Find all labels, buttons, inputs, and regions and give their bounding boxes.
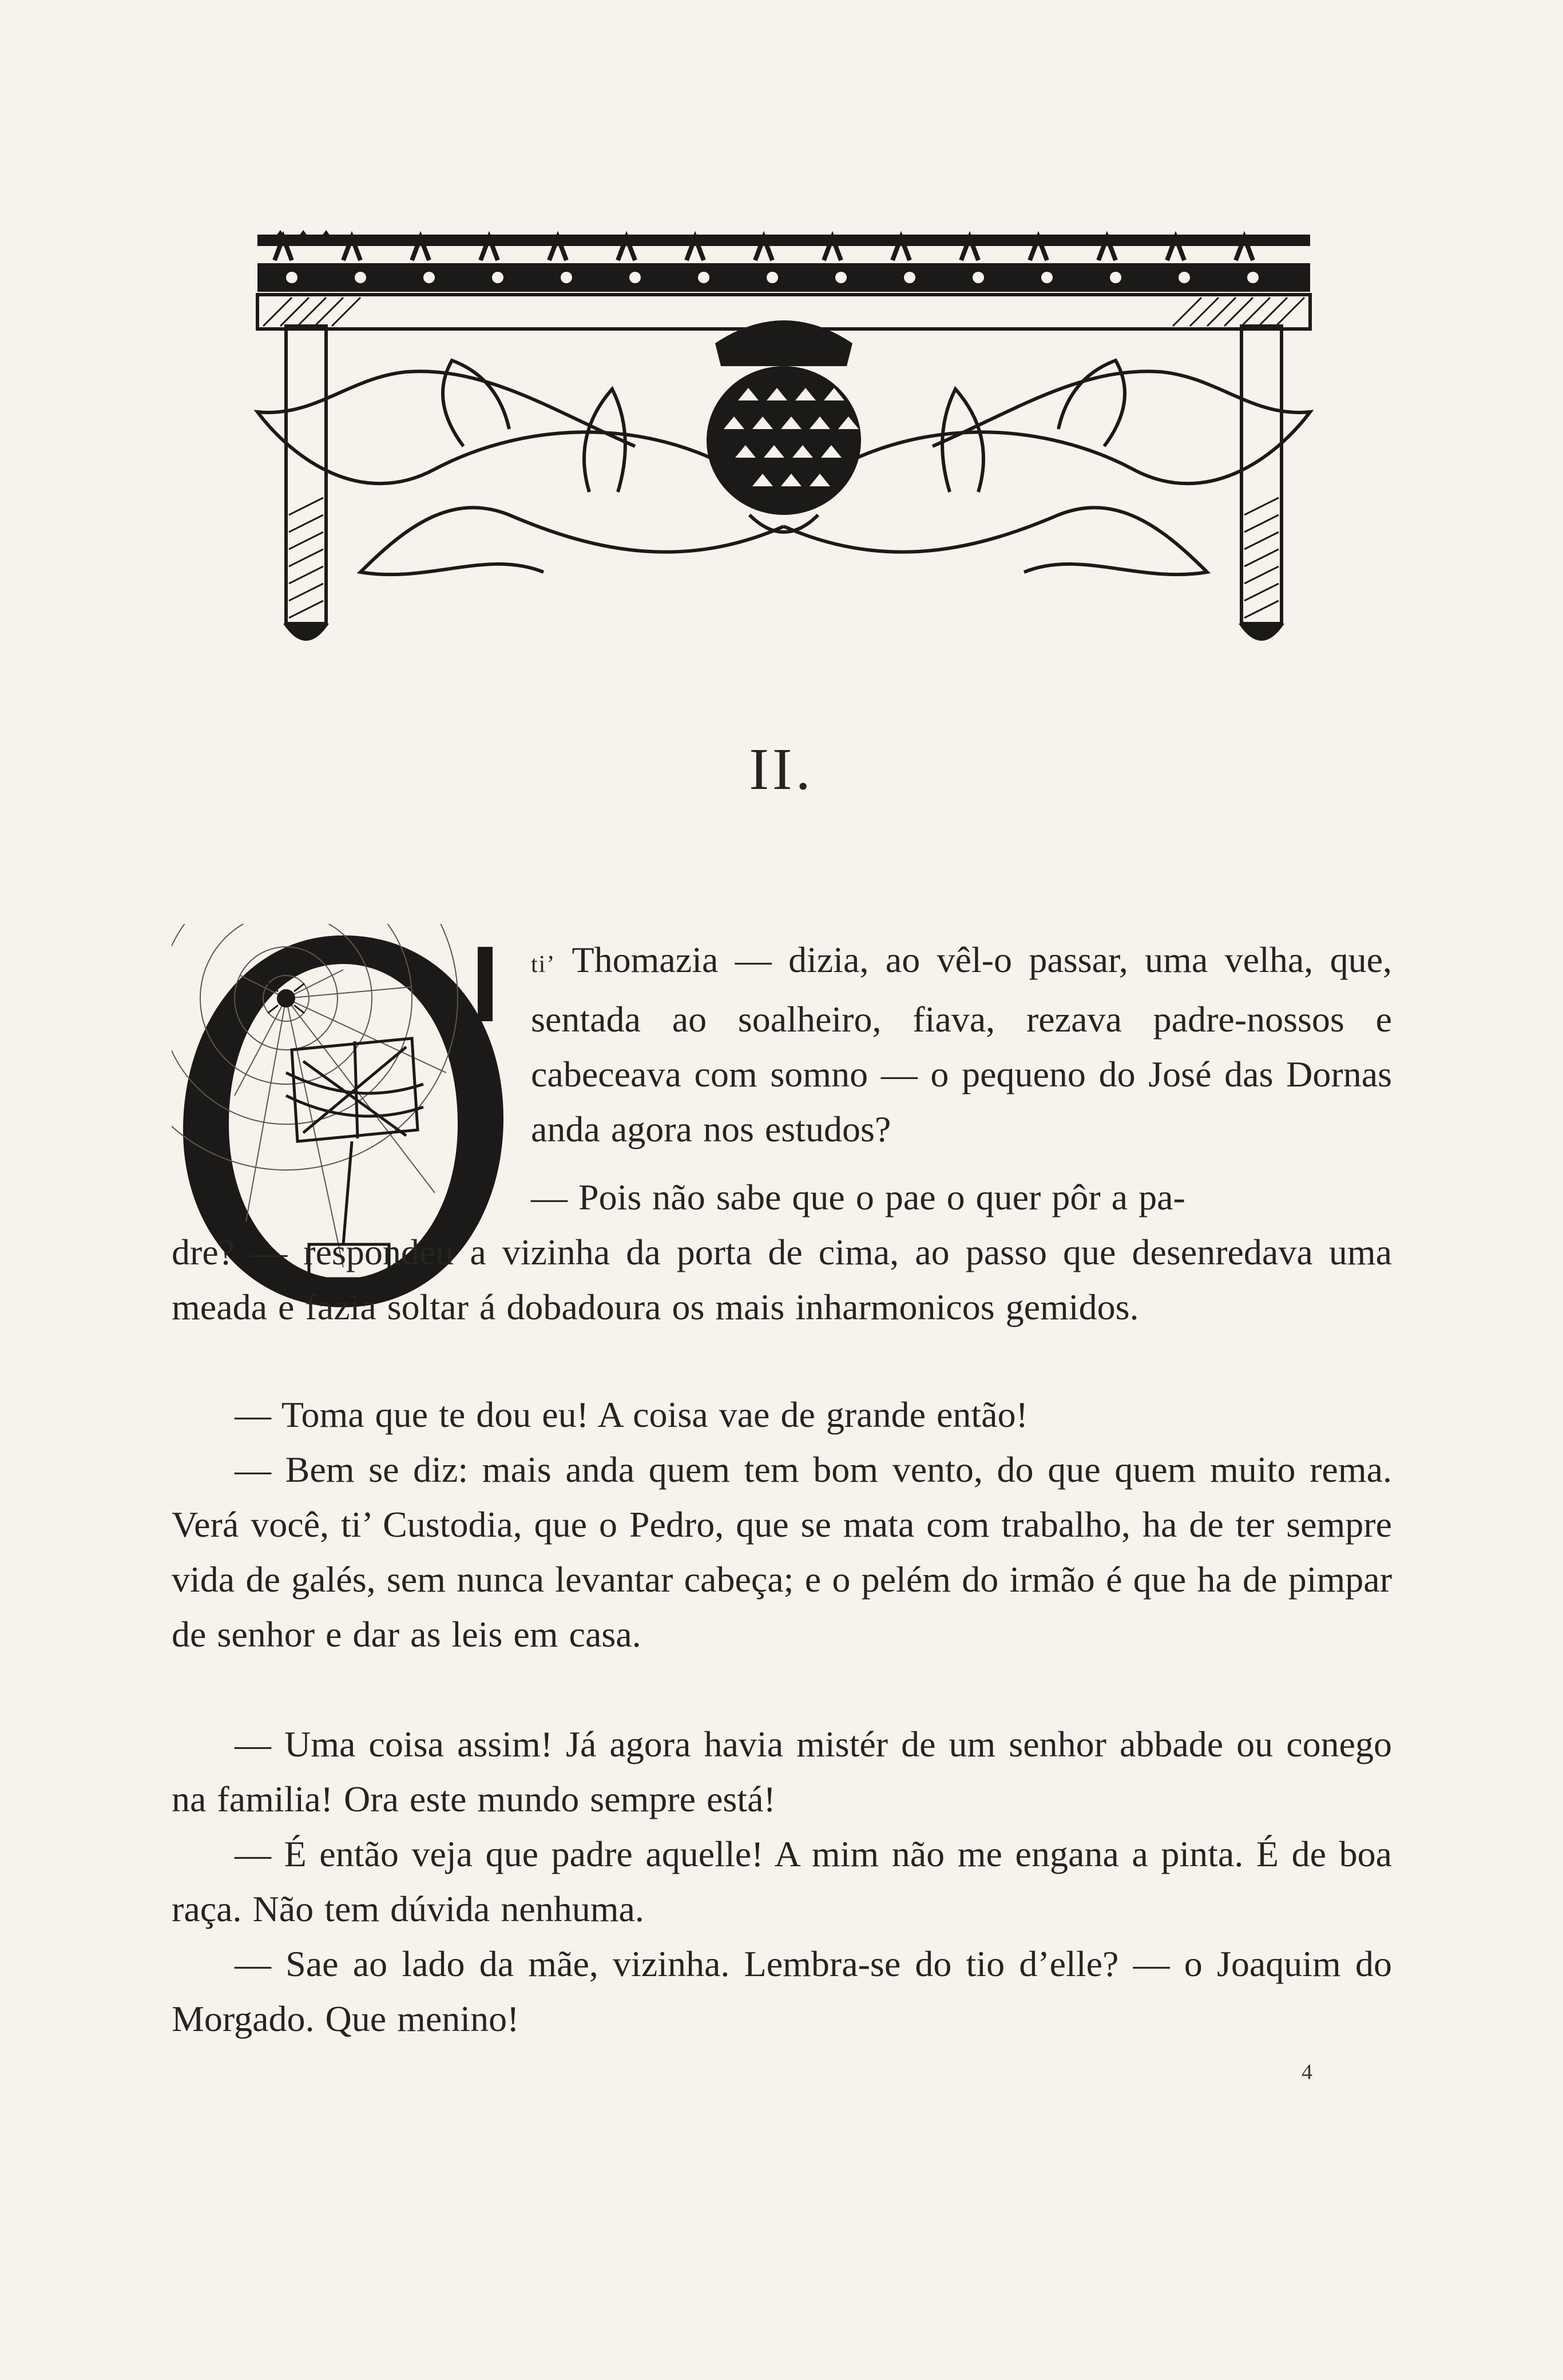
page-number: 4	[1302, 2060, 1312, 2084]
paragraph-7: — Sae ao lado da mãe, vizinha. Lembra-se do tio d’elle? — o Joaquim do Morgado. Que menino!	[172, 1943, 1392, 2039]
thistle-headpiece-ornament	[189, 229, 1379, 664]
chapter-number: II.	[749, 736, 814, 802]
paragraph-4: — Bem se diz: mais anda quem tem bom vento, do que quem muito rema. Verá você, ti’ Custodia, que o Pedro, que se mata com trabalho, ha de ter sempre vida de galés, sem nunca levantar cabeça; e o pelém do irmão é que ha de pimpar de senhor e dar as leis em casa.	[172, 1449, 1392, 1655]
opening-paragraph-text: Thomazia — dizia, ao vêl-o passar, uma velha, que, sentada ao soalheiro, fiava, rezava padre-nossos e cabeceava com somno — o pequeno do José das Dornas anda agora nos estudos?	[531, 939, 1392, 1149]
opening-paragraph	[531, 933, 1392, 1157]
opening-smallcaps: ti’	[531, 951, 556, 978]
paragraph-6: — É então veja que padre aquelle! A mim não me engana a pinta. É de boa raça. Não tem dúvida nenhuma.	[172, 1834, 1392, 1929]
paragraph-2-text: dre? — respondeu a vizinha da porta de cima, ao passo que desenredava uma meada e fazia soltar á dobadoura os mais inharmonicos gemidos.	[172, 1232, 1392, 1327]
paragraph-2	[172, 1170, 1392, 1335]
paragraph-3: — Toma que te dou eu! A coisa vae de grande então!	[235, 1394, 1028, 1435]
paragraph-5: — Uma coisa assim! Já agora havia mistér de um senhor abbade ou conego na familia! Ora este mundo sempre está!	[172, 1724, 1392, 1819]
paragraph-2-first-line: — Pois não sabe que o pae o quer pôr a pa-	[531, 1177, 1185, 1217]
